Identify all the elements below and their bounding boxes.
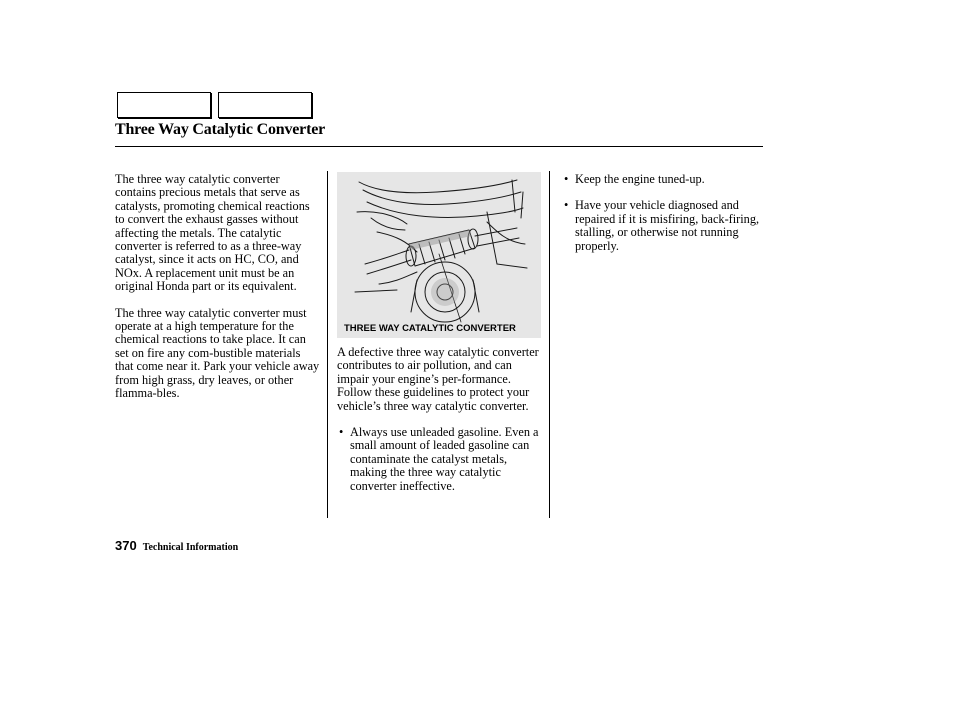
page-footer [115,537,238,555]
title-rule [115,146,763,147]
column-divider [327,171,328,518]
section-name: Technical Information [142,542,239,553]
paragraph-high-temperature-warning: The three way catalytic converter must operate at a high temperature for the chemical reactions to take place. It can set on fire any com-bustible materials that come near it. Park your vehicle away from high grass, dry leaves, or other flamma-bles. [115,305,320,401]
list-item: • Have your vehicle diagnosed and repaired if it is misfiring, back-firing, stalling, or otherwise not running properly. [562,199,762,253]
column-left [115,173,320,401]
figure-catalytic-converter [337,172,541,338]
nav-button-table-of-contents[interactable] [218,92,312,118]
nav-button-main-menu[interactable] [117,92,211,118]
guideline-list [337,426,545,493]
paragraph-catalyst-description: The three way catalytic converter contains precious metals that serve as catalysts, promoting chemical reactions to convert the exhaust gasses without affecting the metals. The catalytic converter is referred to as a three-way catalyst, since it acts on HC, CO, and NOx. A replacement unit must be an original Honda part or its equivalent. [115,172,310,294]
guideline-list [562,173,762,253]
list-item: • Always use unleaded gasoline. Even a small amount of leaded gasoline can contaminate the catalyst metals, making the three way catalytic converter ineffective. [337,426,545,493]
paragraph-defective-converter: A defective three way catalytic converter contributes to air pollution, and can impair your engine’s per-formance. Follow these guidelines to protect your vehicle’s three way catalytic converter. [337,345,539,413]
page-title: Three Way Catalytic Converter [115,121,326,138]
column-middle [337,346,545,493]
catalytic-converter-illustration-icon [337,172,541,338]
column-divider [549,171,550,518]
figure-caption: THREE WAY CATALYTIC CONVERTER [344,323,516,334]
column-right [562,173,762,253]
list-item: • Keep the engine tuned-up. [562,173,762,186]
page-number: 370 [115,538,137,553]
